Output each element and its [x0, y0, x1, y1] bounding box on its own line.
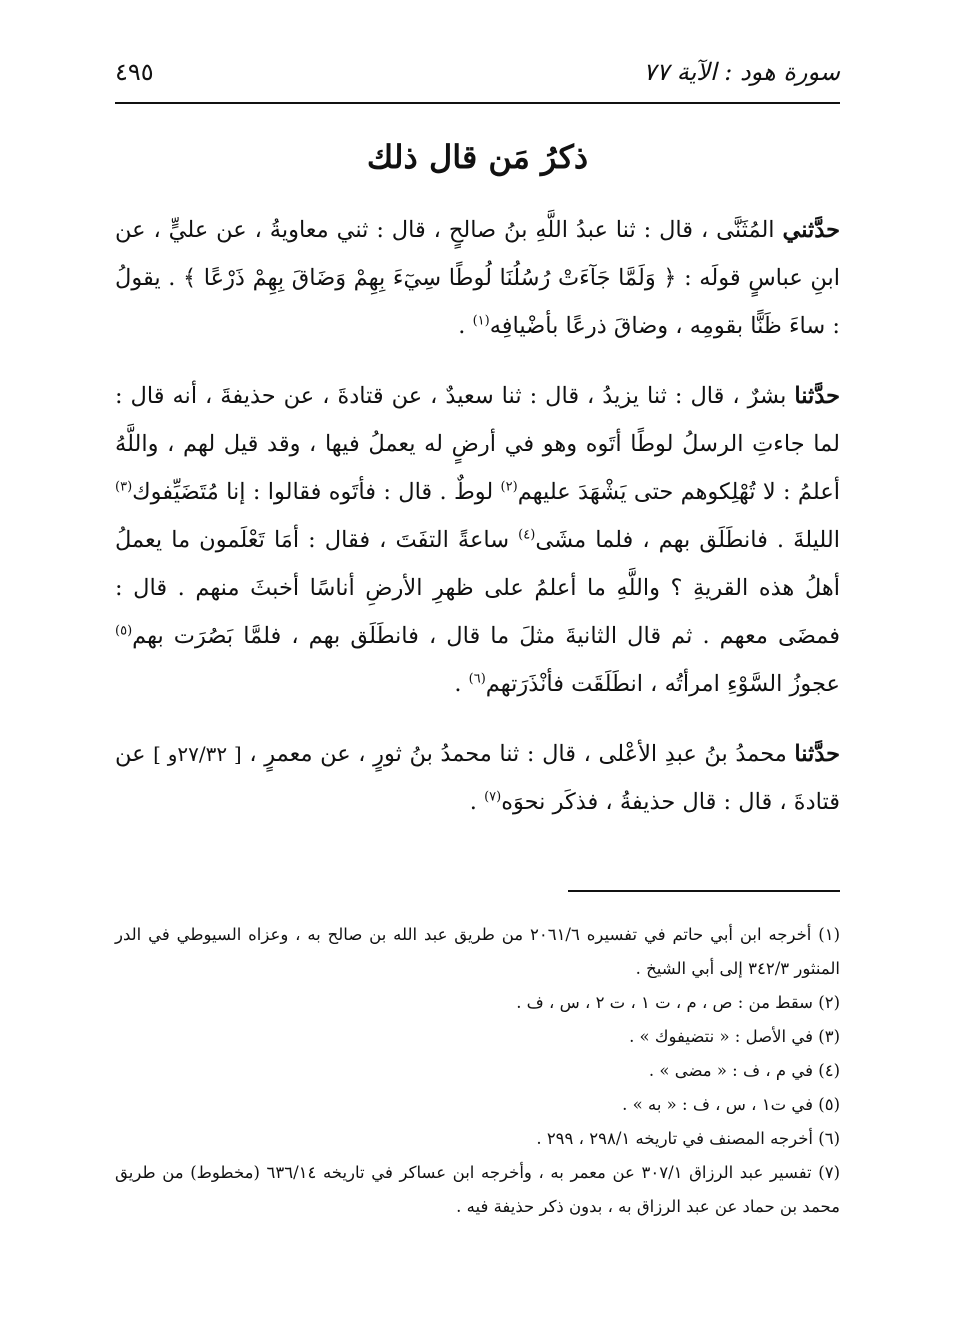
- running-header: [115, 50, 840, 104]
- footnote-5: (٥) في ت١ ، س ، ف : « به » .: [622, 1095, 840, 1114]
- paragraph-text: الليلةَ . فانطَلَق بهم ، فلما مشَى: [535, 527, 840, 553]
- footnote-ref: (١): [472, 313, 490, 329]
- footnote-divider: [568, 890, 840, 892]
- running-title: سورة هود : الآية ٧٧: [643, 58, 840, 86]
- paragraph-tail: .: [458, 313, 473, 339]
- narration-lead: حدَّثنا: [794, 741, 840, 767]
- paragraph-2: [115, 372, 840, 708]
- footnote-ref: (٤): [518, 527, 536, 543]
- narration-lead: حدَّثني: [782, 217, 840, 243]
- main-text: [115, 206, 840, 848]
- footnote-4: (٤) في م ، ف : « مضى » .: [648, 1061, 840, 1080]
- footnotes: [115, 918, 840, 1224]
- paragraph-text: عجوزُ السَّوْءِ امرأتُه ، انطَلَقَت فأنْذَرَتهم: [485, 671, 840, 697]
- paragraph-3: [115, 730, 840, 826]
- section-heading: ذكرُ مَن قال ذلك: [366, 138, 589, 176]
- footnote-ref: (٦): [468, 671, 486, 687]
- footnote-7: (٧) تفسير عبد الرزاق ٣٠٧/١ عن معمر به ، وأخرجه ابن عساكر في تاريخه ٦٣٦/١٤ (مخطوط) من طريق محمد بن حماد عن عبد الرزاق به ، بدون ذكر حذيفة فيه .: [115, 1163, 840, 1216]
- footnote-6: (٦) أخرجه المصنف في تاريخه ٢٩٨/١ ، ٢٩٩ .: [536, 1129, 840, 1148]
- paragraph-text: المُثَنَّى ، قال : ثنا عبدُ اللَّهِ بنُ صالحٍ ، قال : ثني معاويةُ ، عن عليٍّ ، عن ابنِ عباسٍ قولَه : ﴿ وَلَمَّا جَآءَتْ رُسُلُنَا لُوطًا سِيٓءَ بِهِمْ وَضَاقَ بِهِمْ ذَرْعًا ﴾ . يقولُ : ساءَ ظَنًّا بقومِه ، وضاقَ ذرعًا بأضْيافِه: [115, 217, 840, 339]
- footnote-1: (١) أخرجه ابن أبي حاتم في تفسيره ٢٠٦١/٦ من طريق عبد الله بن صالح به ، وعزاه السيوطي في الدر المنثور ٣٤٢/٣ إلى أبي الشيخ .: [115, 925, 840, 978]
- footnote-ref: (٥): [115, 623, 133, 639]
- paragraph-text: ساعةً التفَتَ ، فقال : أمَا تَعْلَمون ما يعملُ أهلُ هذه القريةِ ؟ واللَّهِ ما أعلمُ على ظهرِ الأرضِ أناسًا أخبثَ منهم . قال : فمضَى معهم . ثم قال الثانيةَ مثلَ ما قال ، فانطَلَق بهم ، فلمَّا بَصُرَت بهم: [115, 527, 840, 649]
- paragraph-tail: .: [454, 671, 469, 697]
- footnote-ref: (٢): [500, 479, 518, 495]
- footnote-3: (٣) في الأصل : « نتضيفوك » .: [629, 1027, 840, 1046]
- manuscript-ref: [ ٢٧/٣٢و ]: [153, 742, 242, 766]
- footnote-ref: (٣): [115, 479, 133, 495]
- paragraph-text: محمدُ بنُ عبدِ الأعْلى ، قال : ثنا محمدُ بنُ ثورٍ ، عن معمرٍ ،: [241, 741, 795, 767]
- paragraph-text: بشرٌ ، قال : ثنا يزيدُ ، قال : ثنا سعيدٌ ، عن قتادةَ ، عن حذيفةَ ، أنه قال : لما جاءتِ الرسلُ لوطًا أتَوه وهو في أرضٍ له يعملُ فيها ، وقد قيل لهم ، واللَّهُ أعلمُ : لا تُهْلِكوهم حتى يَشْهَدَ عليهم: [115, 383, 840, 505]
- paragraph-text: عن قتادةَ ، قال : قال حذيفةُ ، فذكَر نحوَه: [115, 741, 840, 815]
- footnote-2: (٢) سقط من : ص ، م ، ت ١ ، ت ٢ ، س ، ف .: [516, 993, 840, 1012]
- paragraph-text: لوطٌ . قال : فأتَوه فقالوا : إنا مُتَضَيِّفوك: [132, 479, 501, 505]
- page-number: ٤٩٥: [115, 58, 154, 86]
- narration-lead: حدَّثنا: [794, 383, 840, 409]
- paragraph-1: [115, 206, 840, 350]
- paragraph-tail: .: [469, 789, 485, 815]
- footnote-ref: (٧): [484, 789, 502, 805]
